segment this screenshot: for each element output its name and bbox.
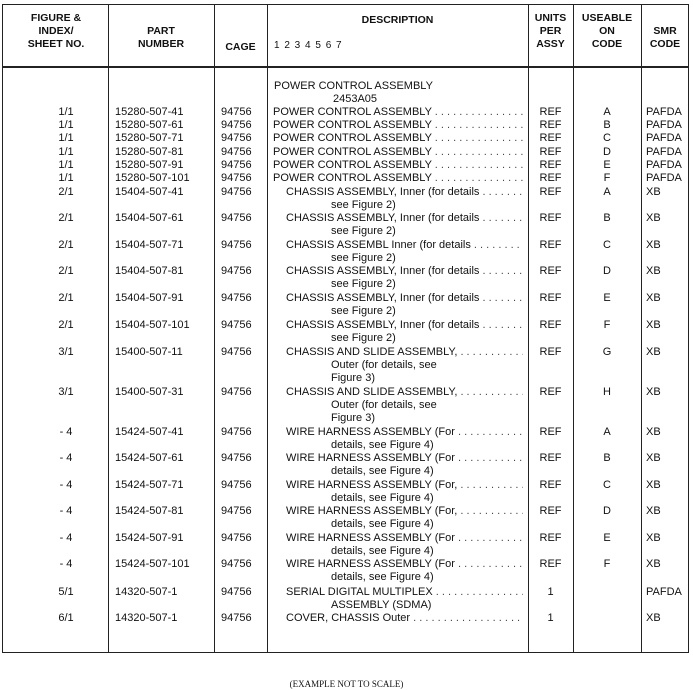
- useable-on-code-cell: A: [603, 106, 611, 118]
- part-number-cell: 15404-507-81: [115, 265, 184, 277]
- description-continuation: details, see Figure 4): [331, 545, 434, 557]
- smr-code-cell: XB: [646, 612, 661, 624]
- part-number-cell: 15400-507-11: [115, 346, 183, 358]
- units-per-assy-cell: REF: [539, 132, 562, 144]
- figure-index-cell: 3/1: [58, 346, 74, 358]
- description-cell: [273, 292, 523, 318]
- units-per-assy-cell: REF: [539, 532, 562, 544]
- smr-code-cell: XB: [646, 558, 661, 570]
- units-per-assy-cell: REF: [539, 426, 562, 438]
- figure-index-cell: 1/1: [58, 146, 74, 158]
- description-cell: [273, 119, 523, 132]
- description-line: WIRE HARNESS ASSEMBLY (For . . .: [273, 426, 523, 439]
- cage-cell: 94756: [221, 132, 252, 144]
- useable-on-code-cell: C: [603, 132, 611, 144]
- figure-index-cell: 1/1: [58, 159, 74, 171]
- figure-index-cell: 2/1: [58, 186, 74, 198]
- part-number-cell: 15424-507-101: [115, 558, 190, 570]
- description-cell: [273, 426, 523, 452]
- useable-on-code-cell: F: [603, 172, 611, 184]
- column-divider: [214, 4, 215, 653]
- useable-on-code-cell: G: [602, 346, 612, 358]
- part-number-cell: 15280-507-91: [115, 159, 184, 171]
- top-item-title: POWER CONTROL ASSEMBLY: [274, 80, 433, 92]
- smr-code-cell: XB: [646, 479, 661, 491]
- description-cell: [273, 239, 523, 265]
- description-continuation: see Figure 2): [331, 225, 396, 237]
- figure-index-cell: 2/1: [58, 292, 74, 304]
- smr-code-cell: XB: [646, 186, 661, 198]
- header-part-number: PART NUMBER: [137, 25, 185, 50]
- useable-on-code-cell: D: [603, 505, 611, 517]
- part-number-cell: 15424-507-81: [115, 505, 184, 517]
- description-cell: [273, 558, 523, 584]
- useable-on-code-cell: C: [603, 479, 611, 491]
- smr-code-cell: PAFDA: [646, 586, 682, 598]
- description-cell: [273, 132, 523, 145]
- cage-cell: 94756: [221, 172, 252, 184]
- description-line: CHASSIS ASSEMBL Inner (for details . . .: [273, 239, 523, 252]
- description-line: POWER CONTROL ASSEMBLY . . .: [273, 119, 523, 132]
- useable-on-code-cell: E: [603, 532, 611, 544]
- description-cell: [273, 106, 523, 119]
- description-cell: [273, 319, 523, 345]
- figure-index-cell: 2/1: [58, 239, 74, 251]
- header-units-per-assy: UNITS PER ASSY: [534, 12, 567, 50]
- description-continuation: Figure 3): [331, 412, 376, 424]
- description-cell: [273, 505, 523, 531]
- part-number-cell: 15404-507-101: [115, 319, 190, 331]
- part-number-cell: 15400-507-31: [115, 386, 184, 398]
- description-continuation: see Figure 2): [331, 332, 396, 344]
- cage-cell: 94756: [221, 292, 252, 304]
- description-line: CHASSIS ASSEMBLY, Inner (for details . . .: [273, 319, 523, 332]
- units-per-assy-cell: REF: [539, 452, 562, 464]
- useable-on-code-cell: H: [603, 386, 611, 398]
- cage-cell: 94756: [221, 106, 252, 118]
- figure-index-cell: 5/1: [58, 586, 74, 598]
- smr-code-cell: XB: [646, 239, 661, 251]
- figure-index-cell: - 4: [59, 426, 73, 438]
- part-number-cell: 15280-507-61: [115, 119, 184, 131]
- cage-cell: 94756: [221, 505, 252, 517]
- header-description: DESCRIPTION: [361, 14, 434, 26]
- header-divider: [2, 66, 689, 68]
- smr-code-cell: PAFDA: [646, 146, 682, 158]
- useable-on-code-cell: C: [603, 239, 611, 251]
- smr-code-cell: PAFDA: [646, 159, 682, 171]
- useable-on-code-cell: D: [603, 146, 611, 158]
- header-smr-code: SMR CODE: [649, 25, 681, 50]
- figure-index-cell: - 4: [59, 532, 73, 544]
- part-number-cell: 15280-507-71: [115, 132, 184, 144]
- part-number-cell: 14320-507-1: [115, 586, 178, 598]
- units-per-assy-cell: REF: [539, 265, 562, 277]
- description-continuation: details, see Figure 4): [331, 492, 434, 504]
- units-per-assy-cell: 1: [547, 612, 554, 624]
- part-number-cell: 15404-507-91: [115, 292, 184, 304]
- description-line: CHASSIS ASSEMBLY, Inner (for details . . .: [273, 212, 523, 225]
- description-line: POWER CONTROL ASSEMBLY . . .: [273, 172, 523, 185]
- units-per-assy-cell: REF: [539, 172, 562, 184]
- units-per-assy-cell: REF: [539, 346, 562, 358]
- smr-code-cell: XB: [646, 212, 661, 224]
- part-number-cell: 14320-507-1: [115, 612, 178, 624]
- description-cell: [273, 452, 523, 478]
- description-cell: [273, 479, 523, 505]
- cage-cell: 94756: [221, 612, 252, 624]
- units-per-assy-cell: REF: [539, 386, 562, 398]
- units-per-assy-cell: REF: [539, 239, 562, 251]
- units-per-assy-cell: REF: [539, 186, 562, 198]
- smr-code-cell: XB: [646, 292, 661, 304]
- description-continuation: Figure 3): [331, 372, 376, 384]
- useable-on-code-cell: D: [603, 265, 611, 277]
- description-line: POWER CONTROL ASSEMBLY . . .: [273, 159, 523, 172]
- figure-index-cell: 3/1: [58, 386, 74, 398]
- smr-code-cell: XB: [646, 265, 661, 277]
- description-line: WIRE HARNESS ASSEMBLY (For, . . .: [273, 479, 523, 492]
- description-line: WIRE HARNESS ASSEMBLY (For . . .: [273, 532, 523, 545]
- units-per-assy-cell: REF: [539, 479, 562, 491]
- description-continuation: see Figure 2): [331, 305, 396, 317]
- description-cell: [273, 612, 523, 625]
- part-number-cell: 15280-507-41: [115, 106, 184, 118]
- smr-code-cell: XB: [646, 346, 661, 358]
- description-continuation: ASSEMBLY (SDMA): [331, 599, 432, 611]
- units-per-assy-cell: 1: [547, 586, 554, 598]
- smr-code-cell: PAFDA: [646, 172, 682, 184]
- smr-code-cell: XB: [646, 386, 661, 398]
- smr-code-cell: XB: [646, 452, 661, 464]
- description-continuation: see Figure 2): [331, 199, 396, 211]
- useable-on-code-cell: E: [603, 292, 611, 304]
- indent-level-digits: 1 2 3 4 5 6 7: [274, 40, 343, 51]
- figure-index-cell: - 4: [59, 558, 73, 570]
- cage-cell: 94756: [221, 146, 252, 158]
- smr-code-cell: XB: [646, 319, 661, 331]
- figure-index-cell: 1/1: [58, 119, 74, 131]
- cage-cell: 94756: [221, 212, 252, 224]
- units-per-assy-cell: REF: [539, 146, 562, 158]
- useable-on-code-cell: E: [603, 159, 611, 171]
- description-line: WIRE HARNESS ASSEMBLY (For, . . .: [273, 505, 523, 518]
- useable-on-code-cell: F: [603, 319, 611, 331]
- description-cell: [273, 386, 523, 425]
- header-cage: CAGE: [225, 41, 256, 53]
- figure-index-cell: - 4: [59, 479, 73, 491]
- description-continuation: details, see Figure 4): [331, 571, 434, 583]
- units-per-assy-cell: REF: [539, 558, 562, 570]
- useable-on-code-cell: A: [603, 426, 611, 438]
- smr-code-cell: XB: [646, 532, 661, 544]
- useable-on-code-cell: B: [603, 452, 611, 464]
- description-cell: [273, 265, 523, 291]
- cage-cell: 94756: [221, 452, 252, 464]
- figure-index-cell: - 4: [59, 505, 73, 517]
- smr-code-cell: PAFDA: [646, 132, 682, 144]
- footer-note: (EXAMPLE NOT TO SCALE): [289, 679, 404, 689]
- description-continuation: Outer (for details, see: [331, 399, 437, 411]
- description-cell: [273, 172, 523, 185]
- top-item-subtitle: 2453A05: [333, 93, 378, 105]
- units-per-assy-cell: REF: [539, 292, 562, 304]
- cage-cell: 94756: [221, 119, 252, 131]
- part-number-cell: 15280-507-101: [115, 172, 190, 184]
- description-cell: [273, 186, 523, 212]
- cage-cell: 94756: [221, 479, 252, 491]
- figure-index-cell: 6/1: [58, 612, 74, 624]
- description-continuation: details, see Figure 4): [331, 439, 434, 451]
- part-number-cell: 15404-507-61: [115, 212, 184, 224]
- description-continuation: Outer (for details, see: [331, 359, 437, 371]
- figure-index-cell: 2/1: [58, 265, 74, 277]
- description-cell: [273, 146, 523, 159]
- useable-on-code-cell: F: [603, 558, 611, 570]
- description-cell: [273, 586, 523, 612]
- units-per-assy-cell: REF: [539, 119, 562, 131]
- cage-cell: 94756: [221, 159, 252, 171]
- part-number-cell: 15404-507-41: [115, 186, 184, 198]
- description-continuation: details, see Figure 4): [331, 518, 434, 530]
- figure-index-cell: 2/1: [58, 319, 74, 331]
- figure-index-cell: 1/1: [58, 106, 74, 118]
- part-number-cell: 15424-507-71: [115, 479, 184, 491]
- cage-cell: 94756: [221, 558, 252, 570]
- description-cell: [273, 532, 523, 558]
- cage-cell: 94756: [221, 426, 252, 438]
- cage-cell: 94756: [221, 239, 252, 251]
- description-line: WIRE HARNESS ASSEMBLY (For . . .: [273, 558, 523, 571]
- description-line: CHASSIS ASSEMBLY, Inner (for details . . .: [273, 186, 523, 199]
- part-number-cell: 15424-507-41: [115, 426, 184, 438]
- description-continuation: details, see Figure 4): [331, 465, 434, 477]
- description-continuation: see Figure 2): [331, 278, 396, 290]
- cage-cell: 94756: [221, 265, 252, 277]
- cage-cell: 94756: [221, 186, 252, 198]
- smr-code-cell: XB: [646, 426, 661, 438]
- smr-code-cell: PAFDA: [646, 106, 682, 118]
- cage-cell: 94756: [221, 586, 252, 598]
- cage-cell: 94756: [221, 386, 252, 398]
- units-per-assy-cell: REF: [539, 159, 562, 171]
- cage-cell: 94756: [221, 346, 252, 358]
- figure-index-cell: 1/1: [58, 132, 74, 144]
- cage-cell: 94756: [221, 532, 252, 544]
- figure-index-cell: 2/1: [58, 212, 74, 224]
- header-useable-on-code: USEABLE ON CODE: [581, 12, 633, 50]
- units-per-assy-cell: REF: [539, 212, 562, 224]
- description-line: POWER CONTROL ASSEMBLY . . .: [273, 106, 523, 119]
- units-per-assy-cell: REF: [539, 106, 562, 118]
- part-number-cell: 15280-507-81: [115, 146, 184, 158]
- header-figure-index: FIGURE & INDEX/ SHEET NO.: [27, 12, 85, 50]
- description-line: CHASSIS ASSEMBLY, Inner (for details . . .: [273, 292, 523, 305]
- description-line: POWER CONTROL ASSEMBLY . . .: [273, 146, 523, 159]
- units-per-assy-cell: REF: [539, 319, 562, 331]
- description-cell: [273, 212, 523, 238]
- figure-index-cell: - 4: [59, 452, 73, 464]
- description-cell: [273, 346, 523, 385]
- column-divider: [641, 4, 642, 653]
- description-line: WIRE HARNESS ASSEMBLY (For . . .: [273, 452, 523, 465]
- description-continuation: see Figure 2): [331, 252, 396, 264]
- description-cell: [273, 159, 523, 172]
- useable-on-code-cell: A: [603, 186, 611, 198]
- column-divider: [267, 4, 268, 653]
- description-line: SERIAL DIGITAL MULTIPLEX . . .: [273, 586, 523, 599]
- units-per-assy-cell: REF: [539, 505, 562, 517]
- description-line: CHASSIS AND SLIDE ASSEMBLY, . . .: [273, 346, 523, 359]
- figure-index-cell: 1/1: [58, 172, 74, 184]
- description-line: CHASSIS ASSEMBLY, Inner (for details . . .: [273, 265, 523, 278]
- part-number-cell: 15424-507-91: [115, 532, 184, 544]
- useable-on-code-cell: B: [603, 119, 611, 131]
- description-line: COVER, CHASSIS Outer . . .: [273, 612, 523, 625]
- description-line: CHASSIS AND SLIDE ASSEMBLY, . . .: [273, 386, 523, 399]
- smr-code-cell: XB: [646, 505, 661, 517]
- description-line: POWER CONTROL ASSEMBLY . . .: [273, 132, 523, 145]
- cage-cell: 94756: [221, 319, 252, 331]
- part-number-cell: 15424-507-61: [115, 452, 184, 464]
- part-number-cell: 15404-507-71: [115, 239, 184, 251]
- smr-code-cell: PAFDA: [646, 119, 682, 131]
- useable-on-code-cell: B: [603, 212, 611, 224]
